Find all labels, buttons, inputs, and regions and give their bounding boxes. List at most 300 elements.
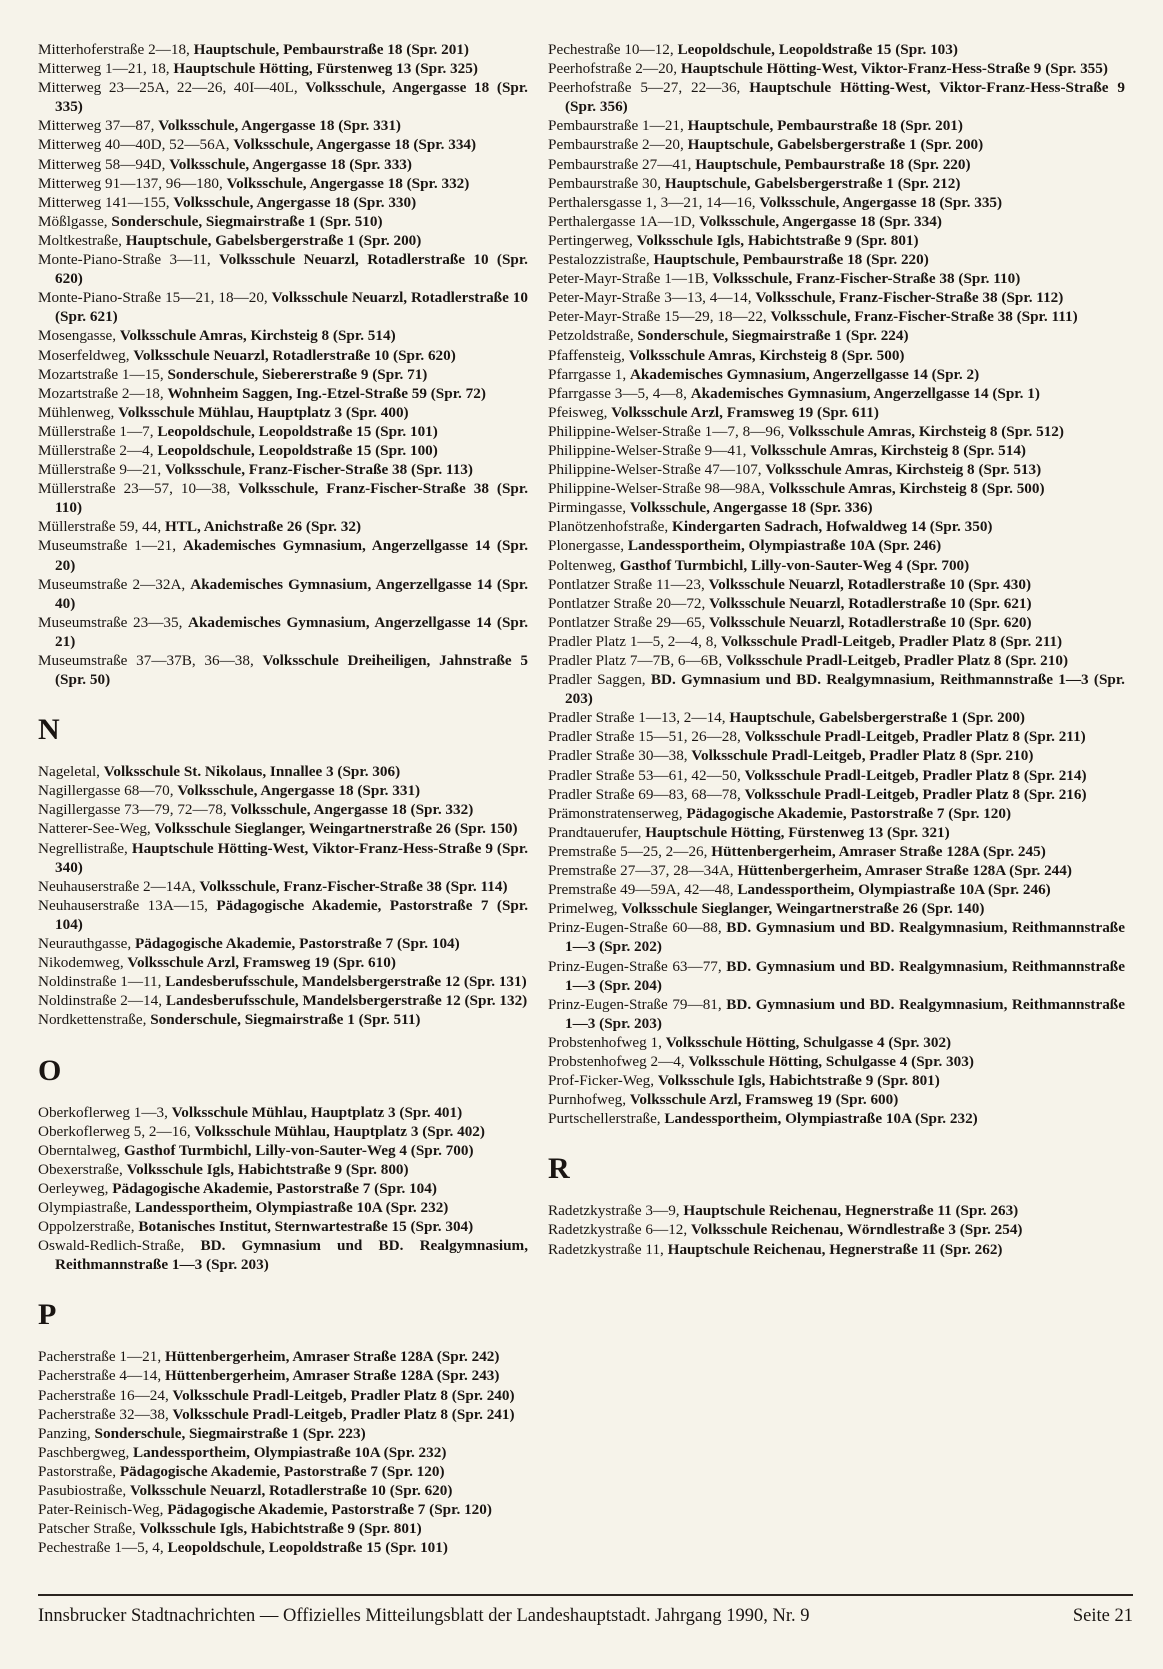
street-name: Philippine-Welser-Straße 47—107, <box>548 461 766 479</box>
directory-entry <box>38 174 528 193</box>
school-address: Volksschule, Angergasse 18 (Spr. 335) <box>759 193 1003 211</box>
street-name: Premstraße 5—25, 2—26, <box>548 842 712 860</box>
street-name: Perthalersgasse 1, 3—21, 14—16, <box>548 193 760 211</box>
school-address: Volksschule, Angergasse 18 (Spr. 335) <box>55 79 528 116</box>
directory-entry <box>548 135 1125 154</box>
street-name: Natterer-See-Weg, <box>38 820 155 838</box>
directory-entry <box>548 995 1125 1033</box>
directory-entry <box>548 326 1125 345</box>
street-name: Pradler Straße 15—51, 26—28, <box>548 728 745 746</box>
directory-entry <box>38 762 528 781</box>
street-name: Planötzenhofstraße, <box>548 518 672 536</box>
street-name: Nageletal, <box>38 763 104 781</box>
school-address: Volksschule Pradl-Leitgeb, Pradler Platz 8 (Spr. 214) <box>744 766 1087 784</box>
directory-entry <box>38 384 528 403</box>
street-name: Radetzkystraße 3—9, <box>548 1202 684 1220</box>
street-name: Neuhauserstraße 2—14A, <box>38 877 200 895</box>
directory-entry <box>548 880 1125 899</box>
directory-entry <box>548 498 1125 517</box>
school-address: Hauptschule Hötting-West, Viktor-Franz-Hess-Straße 9 (Spr. 356) <box>565 79 1125 116</box>
street-name: Premstraße 49—59A, 42—48, <box>548 881 738 899</box>
street-name: Mitterweg 91—137, 96—180, <box>38 174 227 192</box>
directory-entry <box>548 918 1125 956</box>
street-name: Neurauthgasse, <box>38 935 135 953</box>
directory-entry <box>548 556 1125 575</box>
directory-entry <box>38 877 528 896</box>
directory-entry <box>38 1122 528 1141</box>
directory-entry <box>38 1519 528 1538</box>
street-name: Noldinstraße 2—14, <box>38 992 166 1010</box>
street-name: Prinz-Eugen-Straße 63—77, <box>548 957 727 975</box>
school-address: Volksschule Mühlau, Hauptplatz 3 (Spr. 402) <box>194 1122 485 1140</box>
directory-entry <box>38 403 528 422</box>
school-address: BD. Gymnasium und BD. Realgymnasium, Reithmannstraße 1—3 (Spr. 203) <box>565 995 1125 1032</box>
street-name: Pradler Straße 69—83, 68—78, <box>548 785 745 803</box>
directory-entry <box>548 1033 1125 1052</box>
school-address: Leopoldschule, Leopoldstraße 15 (Spr. 101) <box>167 1539 448 1557</box>
school-address: Landessportheim, Olympiastraße 10A (Spr. 232) <box>133 1443 447 1461</box>
school-address: Hauptschule, Gabelsbergerstraße 1 (Spr. 200) <box>729 709 1025 727</box>
school-address: Akademisches Gymnasium, Angerzellgasse 14 (Spr. 2) <box>629 365 980 383</box>
street-name: Philippine-Welser-Straße 98—98A, <box>548 480 769 498</box>
street-name: Oberntalweg, <box>38 1141 125 1159</box>
street-name: Prof-Ficker-Weg, <box>548 1072 658 1090</box>
directory-entry <box>38 613 528 651</box>
directory-entry <box>548 460 1125 479</box>
street-name: Pradler Straße 30—38, <box>548 747 692 765</box>
street-name: Pfaffensteig, <box>548 346 629 364</box>
school-address: Botanisches Institut, Sternwartestraße 15 (Spr. 304) <box>138 1218 474 1236</box>
school-address: Volksschule Pradl-Leitgeb, Pradler Platz 8 (Spr. 240) <box>172 1386 515 1404</box>
school-address: Landessportheim, Olympiastraße 10A (Spr. 246) <box>737 881 1051 899</box>
street-name: Prinz-Eugen-Straße 79—81, <box>548 995 727 1013</box>
street-name: Pastorstraße, <box>38 1462 120 1480</box>
school-address: Volksschule, Angergasse 18 (Spr. 331) <box>177 782 421 800</box>
directory-entry <box>38 78 528 116</box>
street-name: Panzing, <box>38 1424 95 1442</box>
school-address: Volksschule Amras, Kirchsteig 8 (Spr. 514) <box>750 441 1026 459</box>
street-name: Mühlenweg, <box>38 403 119 421</box>
school-address: Hauptschule Reichenau, Hegnerstraße 11 (Spr. 262) <box>667 1240 1003 1258</box>
school-address: Volksschule, Franz-Fischer-Straße 38 (Spr. 112) <box>755 289 1064 307</box>
directory-entry <box>548 384 1125 403</box>
school-address: Volksschule Pradl-Leitgeb, Pradler Platz 8 (Spr. 211) <box>744 728 1086 746</box>
directory-entry <box>38 212 528 231</box>
directory-entry <box>548 231 1125 250</box>
street-name: Pacherstraße 4—14, <box>38 1367 165 1385</box>
street-name: Pacherstraße 32—38, <box>38 1405 173 1423</box>
directory-entry <box>548 823 1125 842</box>
street-name: Mitterweg 58—94D, <box>38 155 170 173</box>
directory-entry <box>38 1405 528 1424</box>
directory-entry <box>548 899 1125 918</box>
directory-entry <box>38 1236 528 1274</box>
school-address: Volksschule Igls, Habichtstraße 9 (Spr. 801) <box>636 231 919 249</box>
school-address: Hauptschule, Pembaurstraße 18 (Spr. 220) <box>653 251 929 269</box>
street-name: Peter-Mayr-Straße 15—29, 18—22, <box>548 308 771 326</box>
directory-entry <box>38 575 528 613</box>
directory-columns <box>38 40 1125 1557</box>
directory-entry <box>548 746 1125 765</box>
directory-entry <box>548 155 1125 174</box>
street-name: Oberkoflerweg 1—3, <box>38 1103 172 1121</box>
directory-entry <box>38 896 528 934</box>
directory-entry <box>548 78 1125 116</box>
school-address: Volksschule, Franz-Fischer-Straße 38 (Spr. 113) <box>164 461 473 479</box>
street-name: Neuhauserstraße 13A—15, <box>38 896 217 914</box>
school-address: Volksschule Amras, Kirchsteig 8 (Spr. 513) <box>765 461 1042 479</box>
directory-entry <box>38 1010 528 1029</box>
directory-entry <box>548 307 1125 326</box>
school-address: Leopoldschule, Leopoldstraße 15 (Spr. 101) <box>157 422 438 440</box>
school-address: Landessportheim, Olympiastraße 10A (Spr. 232) <box>664 1110 978 1128</box>
school-address: Hauptschule, Gabelsbergerstraße 1 (Spr. 200) <box>687 136 984 154</box>
directory-entry <box>548 403 1125 422</box>
directory-entry <box>548 422 1125 441</box>
school-address: Landessportheim, Olympiastraße 10A (Spr. 246) <box>627 537 942 555</box>
street-name: Mitterhoferstraße 2—18, <box>38 41 194 58</box>
school-address: Volksschule Neuarzl, Rotadlerstraße 10 (Spr. 620) <box>129 1482 453 1499</box>
directory-entry <box>548 575 1125 594</box>
directory-entry <box>548 842 1125 861</box>
school-address: Volksschule Igls, Habichtstraße 9 (Spr. 801) <box>139 1520 422 1538</box>
school-address: Sonderschule, Siegmairstraße 1 (Spr. 224) <box>637 327 909 345</box>
street-name: Philippine-Welser-Straße 1—7, 8—96, <box>548 422 789 440</box>
school-address: Hauptschule Hötting-West, Viktor-Franz-Hess-Straße 9 (Spr. 355) <box>680 60 1108 78</box>
directory-entry <box>38 193 528 212</box>
directory-entry <box>548 193 1125 212</box>
street-name: Monte-Piano-Straße 15—21, 18—20, <box>38 289 272 307</box>
street-name: Peter-Mayr-Straße 3—13, 4—14, <box>548 289 756 307</box>
section-letter-P: P <box>38 1298 57 1332</box>
school-address: Pädagogische Akademie, Pastorstraße 7 (Spr. 104) <box>112 1179 437 1197</box>
school-address: Wohnheim Saggen, Ing.-Etzel-Straße 59 (Spr. 72) <box>167 384 486 402</box>
school-address: Volksschule Sieglanger, Weingartnerstraße 26 (Spr. 140) <box>621 900 985 918</box>
street-name: Monte-Piano-Straße 3—11, <box>38 251 220 269</box>
directory-entry <box>38 116 528 135</box>
school-address: Akademisches Gymnasium, Angerzellgasse 14 (Spr. 40) <box>55 575 529 612</box>
street-name: Mitterweg 23—25A, 22—26, 40I—40L, <box>38 79 306 97</box>
street-name: Mozartstraße 1—15, <box>38 365 168 383</box>
school-address: Volksschule Pradl-Leitgeb, Pradler Platz 8 (Spr. 216) <box>744 785 1087 803</box>
directory-entry <box>38 288 528 326</box>
school-address: Hauptschule, Pembaurstraße 18 (Spr. 220) <box>695 155 971 173</box>
school-address: Landesberufsschule, Mandelsbergerstraße 12 (Spr. 131) <box>165 973 527 991</box>
school-address: Volksschule Arzl, Framsweg 19 (Spr. 600) <box>629 1091 899 1109</box>
directory-entry <box>548 365 1125 384</box>
school-address: Gasthof Turmbichl, Lilly-von-Sauter-Weg 4 (Spr. 700) <box>124 1141 474 1159</box>
street-name: Negrellistraße, <box>38 839 132 857</box>
street-name: Museumstraße 37—37B, 36—38, <box>38 652 263 669</box>
school-address: Sonderschule, Siegmairstraße 1 (Spr. 511) <box>150 1011 421 1029</box>
school-address: Volksschule Igls, Habichtstraße 9 (Spr. 800) <box>126 1160 409 1178</box>
school-address: Leopoldschule, Leopoldstraße 15 (Spr. 100) <box>157 441 438 459</box>
directory-entry <box>38 1141 528 1160</box>
street-name: Müllerstraße 1—7, <box>38 422 158 440</box>
school-address: Hauptschule, Pembaurstraße 18 (Spr. 201) <box>193 41 469 58</box>
directory-entry <box>38 953 528 972</box>
directory-entry <box>38 781 528 800</box>
street-name: Peerhofstraße 2—20, <box>548 60 681 78</box>
directory-entry <box>548 536 1125 555</box>
school-address: Volksschule, Angergasse 18 (Spr. 331) <box>158 117 401 135</box>
street-name: Oswald-Redlich-Straße, <box>38 1237 201 1255</box>
directory-entry <box>548 517 1125 536</box>
directory-entry <box>38 991 528 1010</box>
street-name: Nordkettenstraße, <box>38 1011 151 1029</box>
school-address: BD. Gymnasium und BD. Realgymnasium, Reithmannstraße 1—3 (Spr. 203) <box>55 1237 528 1274</box>
footer-divider <box>38 1594 1133 1596</box>
street-name: Müllerstraße 59, 44, <box>38 518 165 536</box>
street-name: Müllerstraße 2—4, <box>38 441 158 459</box>
directory-entry <box>548 1052 1125 1071</box>
directory-entry <box>548 1240 1125 1259</box>
street-name: Nagillergasse 73—79, 72—78, <box>38 801 231 819</box>
school-address: Hauptschule Hötting, Fürstenweg 13 (Spr. 321) <box>645 823 950 841</box>
directory-entry <box>38 651 528 689</box>
street-name: Müllerstraße 23—57, 10—38, <box>38 480 239 498</box>
street-name: Mitterweg 37—87, <box>38 117 159 135</box>
directory-entry <box>548 269 1125 288</box>
directory-entry <box>38 1462 528 1481</box>
school-address: BD. Gymnasium und BD. Realgymnasium, Reithmannstraße 1—3 (Spr. 202) <box>565 919 1125 956</box>
school-address: Volksschule Amras, Kirchsteig 8 (Spr. 500) <box>628 346 905 364</box>
school-address: Volksschule Pradl-Leitgeb, Pradler Platz 8 (Spr. 210) <box>691 747 1034 765</box>
directory-entry <box>38 934 528 953</box>
school-address: Volksschule Hötting, Schulgasse 4 (Spr. 302) <box>665 1033 952 1051</box>
street-name: Olympiastraße, <box>38 1198 136 1216</box>
street-name: Oerleyweg, <box>38 1179 113 1197</box>
street-name: Radetzkystraße 11, <box>548 1240 668 1258</box>
school-address: Volksschule Reichenau, Wörndlestraße 3 (Spr. 254) <box>690 1221 1023 1239</box>
street-name: Poltenweg, <box>548 556 620 574</box>
street-name: Pfeisweg, <box>548 403 612 421</box>
directory-entry <box>548 59 1125 78</box>
directory-entry <box>548 174 1125 193</box>
directory-entry <box>38 479 528 517</box>
street-name: Mosengasse, <box>38 327 120 345</box>
directory-entry <box>38 1386 528 1405</box>
school-address: Volksschule Mühlau, Hauptplatz 3 (Spr. 401) <box>171 1103 463 1121</box>
directory-entry <box>548 861 1125 880</box>
street-name: Mößlgasse, <box>38 212 112 230</box>
school-address: Hüttenbergerheim, Amraser Straße 128A (Spr. 244) <box>737 862 1072 880</box>
directory-entry <box>38 155 528 174</box>
school-address: HTL, Anichstraße 26 (Spr. 32) <box>164 518 362 536</box>
street-name: Pradler Platz 1—5, 2—4, 8, <box>548 632 721 650</box>
school-address: Pädagogische Akademie, Pastorstraße 7 (Spr. 120) <box>119 1462 445 1480</box>
school-address: Volksschule Mühlau, Hauptplatz 3 (Spr. 400) <box>118 403 409 421</box>
school-address: Pädagogische Akademie, Pastorstraße 7 (Spr. 120) <box>686 804 1012 822</box>
school-address: Volksschule Amras, Kirchsteig 8 (Spr. 514) <box>119 327 396 345</box>
school-address: Gasthof Turmbichl, Lilly-von-Sauter-Weg 4 (Spr. 700) <box>619 556 970 574</box>
directory-entry <box>548 1090 1125 1109</box>
school-address: Hüttenbergerheim, Amraser Straße 128A (Spr. 243) <box>164 1367 500 1385</box>
directory-entry <box>548 212 1125 231</box>
school-address: Volksschule Pradl-Leitgeb, Pradler Platz 8 (Spr. 211) <box>720 632 1063 650</box>
school-address: Volksschule Dreiheiligen, Jahnstraße 5 (Spr. 50) <box>55 652 528 689</box>
directory-entry <box>548 804 1125 823</box>
school-address: BD. Gymnasium und BD. Realgymnasium, Reithmannstraße 1—3 (Spr. 203) <box>565 671 1125 708</box>
street-name: Pembaurstraße 27—41, <box>548 155 696 173</box>
school-address: Akademisches Gymnasium, Angerzellgasse 14 (Spr. 20) <box>55 537 529 574</box>
school-address: Pädagogische Akademie, Pastorstraße 7 (Spr. 104) <box>135 935 460 953</box>
school-address: Volksschule St. Nikolaus, Innallee 3 (Spr. 306) <box>103 763 401 781</box>
street-name: Pacherstraße 16—24, <box>38 1386 173 1404</box>
street-name: Pradler Platz 7—7B, 6—6B, <box>548 652 727 669</box>
footer-page-number: Seite 21 <box>1072 1606 1133 1626</box>
school-address: Volksschule, Franz-Fischer-Straße 38 (Spr. 114) <box>199 877 508 895</box>
directory-entry <box>38 800 528 819</box>
directory-entry <box>38 1481 528 1500</box>
directory-entry <box>548 708 1125 727</box>
street-name: Pradler Saggen, <box>548 671 651 689</box>
street-name: Oppolzerstraße, <box>38 1218 139 1236</box>
street-name: Prinz-Eugen-Straße 60—88, <box>548 919 727 937</box>
directory-entry <box>548 651 1125 670</box>
street-name: Obexerstraße, <box>38 1160 127 1178</box>
school-address: Volksschule Neuarzl, Rotadlerstraße 10 (Spr. 430) <box>708 575 1032 593</box>
school-address: Sonderschule, Siegmairstraße 1 (Spr. 223) <box>94 1424 366 1442</box>
school-address: Volksschule, Angergasse 18 (Spr. 336) <box>629 499 873 517</box>
section-letter-R: R <box>548 1152 570 1186</box>
street-name: Pechestraße 1—5, 4, <box>38 1539 168 1557</box>
directory-entry <box>38 1443 528 1462</box>
street-name: Radetzkystraße 6—12, <box>548 1221 691 1239</box>
directory-entry <box>38 135 528 154</box>
section-letter-O: O <box>38 1053 62 1087</box>
street-name: Primelweg, <box>548 900 622 918</box>
directory-entry <box>548 785 1125 804</box>
street-name: Mitterweg 40—40D, 52—56A, <box>38 136 234 154</box>
directory-entry <box>38 839 528 877</box>
directory-entry <box>548 1109 1125 1128</box>
school-address: Volksschule Neuarzl, Rotadlerstraße 10 (Spr. 620) <box>133 346 456 364</box>
directory-entry <box>38 1424 528 1443</box>
directory-entry <box>548 346 1125 365</box>
street-name: Probstenhofweg 1, <box>548 1033 666 1051</box>
street-name: Perthalergasse 1A—1D, <box>548 212 700 230</box>
street-name: Pradler Straße 1—13, 2—14, <box>548 709 730 727</box>
school-address: Leopoldschule, Leopoldstraße 15 (Spr. 103) <box>677 41 958 58</box>
school-address: Akademisches Gymnasium, Angerzellgasse 14 (Spr. 1) <box>690 384 1040 402</box>
directory-entry <box>548 116 1125 135</box>
street-name: Pirmingasse, <box>548 499 630 517</box>
directory-entry <box>38 1500 528 1519</box>
directory-entry <box>548 1201 1125 1220</box>
street-name: Patscher Straße, <box>38 1520 140 1538</box>
directory-entry <box>38 1160 528 1179</box>
street-name: Purnhofweg, <box>548 1091 630 1109</box>
street-name: Moltkestraße, <box>38 231 126 249</box>
directory-entry <box>38 1538 528 1557</box>
street-name: Museumstraße 2—32A, <box>38 575 191 593</box>
school-address: Hauptschule Reichenau, Hegnerstraße 11 (Spr. 263) <box>683 1202 1019 1220</box>
street-name: Nagillergasse 68—70, <box>38 782 178 800</box>
directory-entry <box>38 346 528 365</box>
school-address: Sonderschule, Siegmairstraße 1 (Spr. 510) <box>111 212 383 230</box>
directory-entry <box>38 460 528 479</box>
street-name: Nikodemweg, <box>38 954 128 972</box>
directory-entry <box>38 1366 528 1385</box>
street-name: Müllerstraße 9—21, <box>38 461 165 479</box>
street-name: Pembaurstraße 1—21, <box>548 117 688 135</box>
school-address: Hauptschule, Pembaurstraße 18 (Spr. 201) <box>687 117 963 135</box>
school-address: Hauptschule Hötting, Fürstenweg 13 (Spr. 325) <box>173 60 478 78</box>
directory-entry <box>38 972 528 991</box>
street-name: Purtschellerstraße, <box>548 1110 665 1128</box>
street-name: Plonergasse, <box>548 537 628 555</box>
directory-entry <box>548 40 1125 59</box>
directory-entry <box>548 727 1125 746</box>
street-name: Pasubiostraße, <box>38 1482 130 1499</box>
directory-entry <box>548 632 1125 651</box>
school-address: Volksschule Pradl-Leitgeb, Pradler Platz 8 (Spr. 210) <box>726 652 1069 669</box>
directory-entry <box>38 250 528 288</box>
school-address: Volksschule, Angergasse 18 (Spr. 334) <box>699 212 942 230</box>
street-name: Pacherstraße 1—21, <box>38 1348 165 1366</box>
street-name: Noldinstraße 1—11, <box>38 973 166 991</box>
section-letter-N: N <box>38 713 60 747</box>
street-name: Prämonstratenserweg, <box>548 804 687 822</box>
directory-entry <box>38 326 528 345</box>
street-name: Pater-Reinisch-Weg, <box>38 1501 168 1519</box>
directory-entry <box>548 670 1125 708</box>
directory-entry <box>38 517 528 536</box>
directory-entry <box>548 957 1125 995</box>
school-address: Landessportheim, Olympiastraße 10A (Spr. 232) <box>135 1198 449 1216</box>
street-name: Pontlatzer Straße 29—65, <box>548 613 710 631</box>
school-address: Volksschule Pradl-Leitgeb, Pradler Platz 8 (Spr. 241) <box>172 1405 515 1423</box>
street-name: Pembaurstraße 2—20, <box>548 136 688 154</box>
school-address: Pädagogische Akademie, Pastorstraße 7 (Spr. 120) <box>167 1501 492 1519</box>
school-address: Volksschule Igls, Habichtstraße 9 (Spr. 801) <box>657 1072 940 1090</box>
street-name: Pertingerweg, <box>548 231 637 249</box>
street-name: Mitterweg 141—155, <box>38 193 174 211</box>
school-address: Hauptschule, Gabelsbergerstraße 1 (Spr. 200) <box>125 231 422 249</box>
directory-entry <box>38 231 528 250</box>
school-address: Volksschule, Angergasse 18 (Spr. 332) <box>226 174 470 192</box>
column-right <box>548 40 1125 1557</box>
school-address: Volksschule, Angergasse 18 (Spr. 333) <box>169 155 412 173</box>
street-name: Pradler Straße 53—61, 42—50, <box>548 766 745 784</box>
school-address: Volksschule Neuarzl, Rotadlerstraße 10 (Spr. 620) <box>709 613 1032 631</box>
school-address: Volksschule, Franz-Fischer-Straße 38 (Spr. 110) <box>712 270 1021 288</box>
directory-entry <box>548 1220 1125 1239</box>
street-name: Pfarrgasse 1, <box>548 365 630 383</box>
school-address: Volksschule Hötting, Schulgasse 4 (Spr. 303) <box>688 1052 974 1070</box>
school-address: Volksschule Arzl, Framsweg 19 (Spr. 611) <box>611 403 879 421</box>
school-address: Sonderschule, Siebererstraße 9 (Spr. 71) <box>167 365 428 383</box>
school-address: Hauptschule Hötting-West, Viktor-Franz-Hess-Straße 9 (Spr. 340) <box>55 839 528 876</box>
column-left <box>38 40 528 1557</box>
directory-entry <box>548 613 1125 632</box>
school-address: Volksschule Amras, Kirchsteig 8 (Spr. 500) <box>768 480 1045 498</box>
street-name: Prandtauerufer, <box>548 823 646 841</box>
directory-entry <box>548 441 1125 460</box>
street-name: Pfarrgasse 3—5, 4—8, <box>548 384 691 402</box>
school-address: Volksschule, Angergasse 18 (Spr. 334) <box>233 136 477 154</box>
directory-entry <box>548 594 1125 613</box>
directory-entry <box>38 441 528 460</box>
directory-entry <box>38 59 528 78</box>
directory-entry <box>38 422 528 441</box>
school-address: Kindergarten Sadrach, Hofwaldweg 14 (Spr. 350) <box>672 518 993 536</box>
directory-entry <box>38 1217 528 1236</box>
street-name: Mozartstraße 2—18, <box>38 384 168 402</box>
school-address: Hauptschule, Gabelsbergerstraße 1 (Spr. 212) <box>664 174 961 192</box>
directory-entry <box>548 1071 1125 1090</box>
